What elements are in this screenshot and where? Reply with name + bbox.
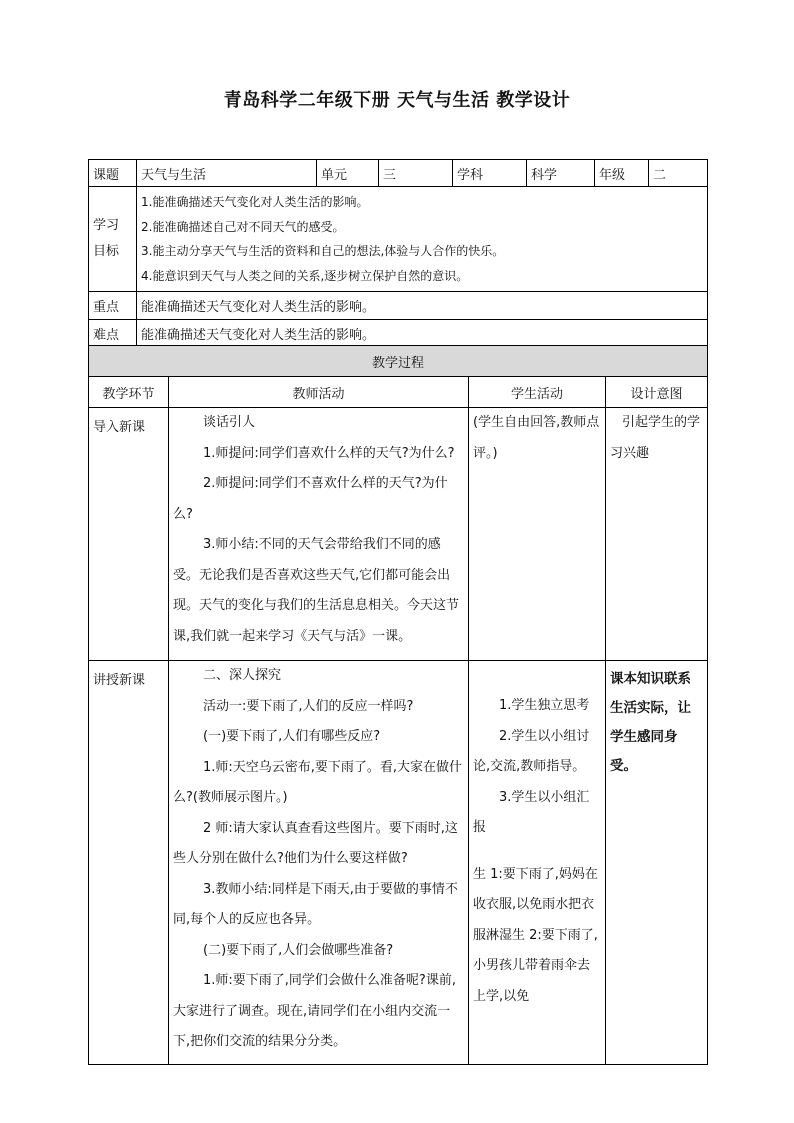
intent-intro [606, 408, 708, 661]
header-stage: 教学环节 [89, 377, 169, 408]
student-line: 1.学生独立思考 [499, 698, 590, 713]
teacher-line: (一)要下雨了,人们有哪些反应? [203, 729, 381, 744]
teacher-line: 1.师:天空乌云密布,要下雨了。看,大家在做什么?(教师展示图片。) [173, 759, 463, 805]
header-intent: 设计意图 [606, 377, 708, 408]
info-row-topic [89, 160, 708, 187]
goal-item: 3.能主动分享天气与生活的资料和自己的想法,体验与人合作的快乐。 [141, 244, 505, 258]
goals-content [137, 187, 708, 292]
teacher-line: 3.教师小结:同样是下雨天,由于要做的事情不同,每个人的反应也各异。 [173, 881, 458, 927]
key-label: 重点 [89, 292, 137, 320]
stage-teach [89, 661, 169, 1065]
teacher-line: 2.师提问:同学们不喜欢什么样的天气?为什么? [173, 476, 448, 522]
header-teacher: 教师活动 [169, 377, 469, 408]
page-title: 青岛科学二年级下册 天气与生活 教学设计 [223, 90, 571, 111]
info-table [88, 159, 708, 348]
process-band-row [89, 346, 708, 377]
process-band: 教学过程 [89, 346, 708, 377]
teacher-intro [169, 408, 469, 661]
student-line: (学生自由回答,教师点评。) [473, 415, 600, 461]
goal-item: 1.能准确描述天气变化对人类生活的影响。 [141, 195, 369, 209]
student-line: 2.学生以小组讨论,交流,教师指导。 [473, 728, 590, 774]
stage-teach-label: 讲授新课 [93, 673, 146, 688]
process-row-teach [89, 661, 708, 1065]
teacher-line: (二)要下雨了,人们会做哪些准备? [203, 942, 394, 958]
difficulty-label: 难点 [89, 320, 137, 348]
stage-intro-label: 导入新课 [93, 420, 146, 435]
goals-label-line-2: 目标 [93, 244, 120, 259]
intent-teach [606, 661, 708, 1065]
teacher-line: 谈话引人 [203, 415, 256, 430]
header-student: 学生活动 [469, 377, 606, 408]
teacher-line: 2 师:请大家认真查看这些图片。要下雨时,这些人分别在做什么?他们为什么要这样做? [173, 820, 458, 866]
teacher-line: 1.师:要下雨了,同学们会做什么准备呢?课前,大家进行了调查。现在,请同学们在小组内交流一下,把你们交流的结果分分类。 [173, 973, 456, 1049]
difficulty-value: 能准确描述天气变化对人类生活的影响。 [137, 320, 708, 348]
info-row-key [89, 292, 708, 320]
spacer [473, 661, 601, 691]
intent-line: 课本知识联系生活实际，让学生感同身受。 [610, 671, 691, 774]
stage-intro [89, 408, 169, 661]
teacher-teach [169, 661, 469, 1065]
subject-value: 科学 [527, 160, 595, 187]
teacher-line: 1.师提问:同学们喜欢什么样的天气?为什么? [203, 445, 455, 461]
student-teach [469, 661, 606, 1065]
spacer [473, 844, 601, 860]
intent-line: 引起学生的学习兴趣 [610, 415, 701, 461]
student-line: 生 1:要下雨了,妈妈在收衣服,以免雨水把衣服淋湿生 2:要下雨了,小男孩儿带着雨伞去上学,以免 [473, 866, 598, 1004]
student-line: 3.学生以小组汇报 [473, 789, 590, 835]
unit-label: 单元 [317, 160, 379, 187]
goal-item: 4.能意识到天气与人类之间的关系,逐步树立保护自然的意识。 [141, 268, 469, 283]
process-row-intro [89, 408, 708, 661]
process-header-row [89, 377, 708, 408]
topic-value: 天气与生活 [137, 160, 317, 187]
teacher-line: 活动一:要下雨了,人们的反应一样吗? [203, 698, 414, 714]
info-row-difficulty [89, 320, 708, 348]
teacher-line: 二、深人探究 [203, 668, 282, 683]
goals-label-line-1: 学习 [93, 218, 120, 233]
student-intro [469, 408, 606, 661]
info-row-goals [89, 187, 708, 292]
grade-label: 年级 [595, 160, 649, 187]
subject-label: 学科 [453, 160, 527, 187]
goals-label [89, 187, 137, 292]
grade-value: 二 [649, 160, 708, 187]
key-value: 能准确描述天气变化对人类生活的影响。 [137, 292, 708, 320]
unit-value: 三 [379, 160, 453, 187]
teacher-line: 3.师小结:不同的天气会带给我们不同的感受。无论我们是否喜欢这些天气,它们都可能会出现。天气的变化与我们的生活息息相关。今天这节课,我们就一起来学习《天气与活》一课。 [173, 537, 460, 644]
topic-label: 课题 [89, 160, 137, 187]
process-table [88, 345, 708, 1065]
goal-item: 2.能准确描述自己对不同天气的感受。 [141, 219, 345, 234]
